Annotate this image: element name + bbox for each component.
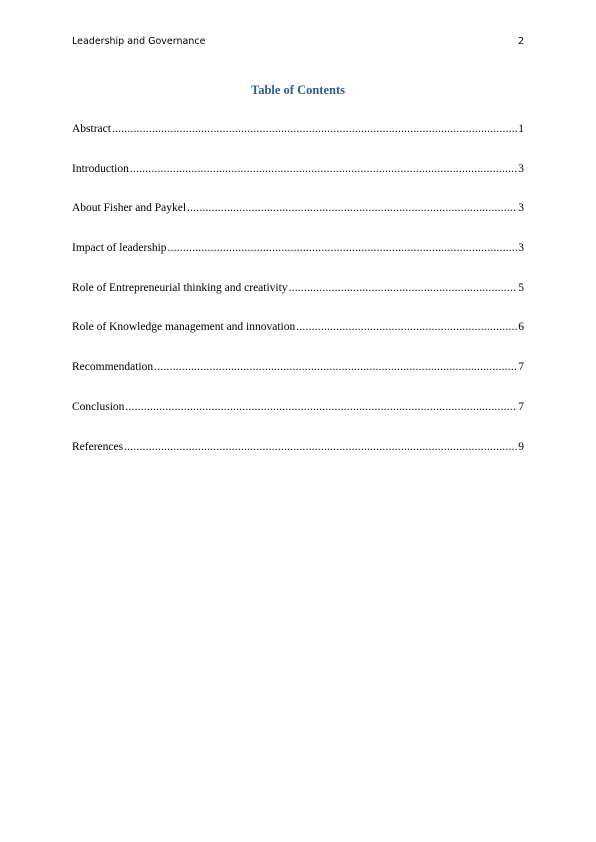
header-page-number: 2 [517, 36, 524, 47]
toc-dot-leader [130, 163, 517, 175]
toc-entry-recommendation[interactable] [72, 361, 524, 401]
toc-entry-page: 7 [518, 361, 524, 374]
toc-entry-label: Impact of leadership [72, 242, 167, 255]
toc-dot-leader [112, 123, 517, 135]
toc-dot-leader [154, 361, 517, 373]
toc-entry-entrepreneurial-thinking[interactable] [72, 282, 524, 322]
toc-entry-references[interactable] [72, 441, 524, 481]
toc-heading: Table of Contents [251, 83, 345, 97]
header-title: Leadership and Governance [72, 36, 206, 47]
toc-dot-leader [187, 202, 517, 214]
toc-entry-page: 3 [518, 162, 524, 175]
toc-entry-conclusion[interactable] [72, 401, 524, 441]
toc-entry-page: 3 [518, 242, 524, 255]
page-header [72, 36, 524, 50]
toc-entry-about-fisher-and-paykel[interactable] [72, 202, 524, 242]
toc-entry-label: Role of Entrepreneurial thinking and creativity [72, 281, 288, 294]
toc-dot-leader [168, 242, 518, 254]
toc-entry-page: 5 [518, 281, 524, 294]
toc-dot-leader [125, 401, 517, 413]
toc-entry-introduction[interactable] [72, 163, 524, 203]
toc-dot-leader [296, 321, 517, 333]
toc-entry-label: References [72, 440, 124, 453]
toc-entry-label: Conclusion [72, 400, 125, 413]
toc-entry-label: Recommendation [72, 361, 154, 374]
toc-entry-page: 7 [518, 400, 524, 413]
toc-entry-knowledge-management[interactable] [72, 321, 524, 361]
toc-entry-abstract[interactable] [72, 123, 524, 163]
toc-entry-label: Role of Knowledge management and innovation [72, 321, 296, 334]
toc-entry-label: Abstract [72, 123, 111, 135]
toc-entry-page: 3 [518, 202, 524, 215]
toc-dot-leader [124, 441, 517, 453]
toc-entry-label: Introduction [72, 162, 129, 175]
toc-dot-leader [289, 282, 518, 294]
toc-list [72, 123, 524, 480]
toc-entry-page: 1 [518, 123, 524, 135]
toc-entry-page: 9 [518, 440, 524, 453]
toc-entry-impact-of-leadership[interactable] [72, 242, 524, 282]
toc-entry-page: 6 [518, 321, 524, 334]
toc-entry-label: About Fisher and Paykel [72, 202, 187, 215]
